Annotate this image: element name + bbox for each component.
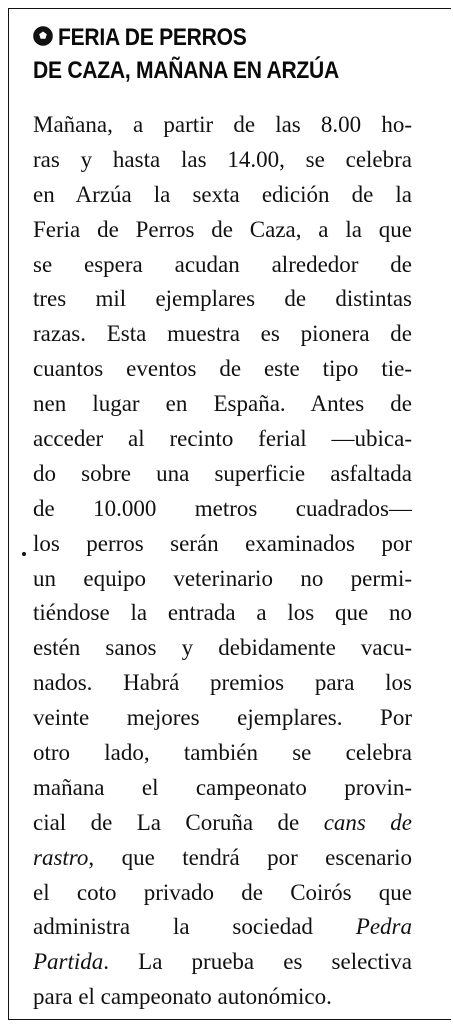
article-line: los perros serán examinados por [33,530,412,556]
article-line: tiéndose la entrada a los que no [33,600,412,626]
article-text: administra la sociedad [33,914,313,940]
article-line: cuantos eventos de este tipo tie- [33,356,412,382]
article-line: veinte mejores ejemplares. Por [33,705,412,731]
italic-term: cans de [323,809,412,835]
article-text: cial de La Coruña de [33,809,300,835]
article-text: . La prueba es selectiva [103,949,412,975]
margin-dot [22,552,26,556]
article-line: el coto privado de Coirós que [33,879,412,905]
article-text: , que tendrá por escenario [88,844,412,870]
article-line: ras y hasta las 14.00, se celebra [33,146,412,172]
article-line: en Arzúa la sexta edición de la [33,181,412,207]
article-line-mixed [33,841,412,876]
article-line: acceder al recinto ferial —ubica- [33,426,412,452]
article-line: Mañana, a partir de las 8.00 ho- [33,112,412,137]
article-line: para el campeonato autonómico. [33,984,332,1010]
article-line-mixed [33,910,412,945]
article-body [33,108,412,1015]
article-line: nen lugar en España. Antes de [33,391,412,417]
article-line: razas. Esta muestra es pionera de [33,321,412,347]
article-line: nados. Habrá premios para los [33,670,412,696]
article-line: otro lado, también se celebra [33,740,412,766]
article-line: un equipo veterinario no permi- [33,565,412,591]
article-line: tres mil ejemplares de distintas [33,286,412,312]
article-line: estén sanos y debidamente vacu- [33,635,412,661]
article-line: do sobre una superficie asfaltada [33,460,412,486]
headline-line-1: FERIA DE PERROS [58,24,247,51]
italic-term: rastro [33,844,89,870]
italic-term: Pedra [355,914,412,940]
headline-line-2: DE CAZA, MAÑANA EN ARZÚA [33,57,339,84]
article-line-mixed [33,945,412,980]
article-line: de 10.000 metros cuadrados— [33,495,412,521]
article-line: Feria de Perros de Caza, a la que [33,216,412,242]
article-line: se espera acudan alrededor de [33,251,412,277]
soccer-ball-icon [33,26,53,46]
article-line-mixed [33,806,412,841]
article-line: mañana el campeonato provin- [33,774,412,800]
italic-term: Partida [33,949,104,975]
